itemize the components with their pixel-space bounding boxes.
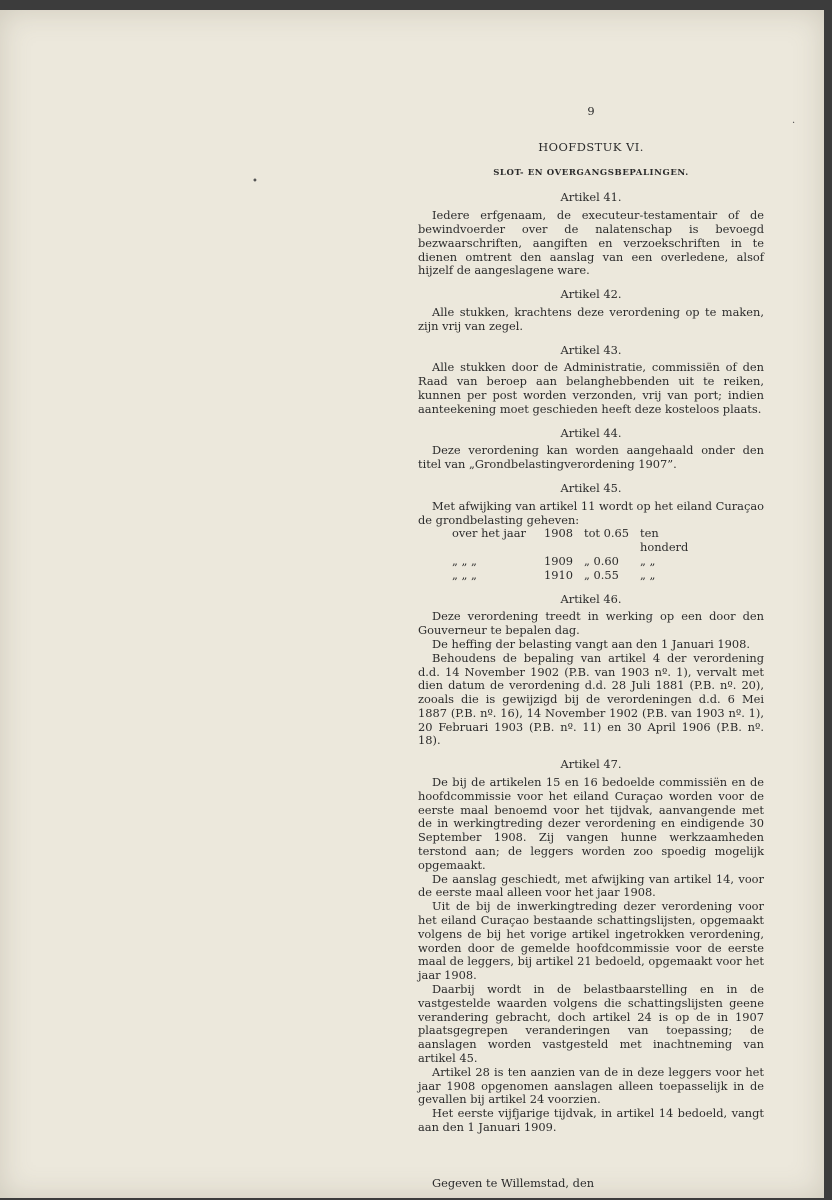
rate-label: „ „ „ (452, 567, 477, 582)
page-content (418, 105, 764, 1191)
rate-value: „ 0.55 (584, 567, 619, 582)
chapter-heading: HOOFDSTUK VI. (538, 139, 644, 154)
article-46-title: Artikel 46. (560, 591, 622, 606)
rate-table (418, 527, 764, 582)
article-44-title: Artikel 44. (560, 425, 622, 440)
rate-row (452, 527, 764, 555)
rate-label: over het jaar (452, 526, 526, 541)
paper-speck: · (792, 118, 796, 129)
paper-speck: • (252, 176, 258, 187)
article-46-paragraph: Behoudens de bepaling van artikel 4 der verordening d.d. 14 November 1902 (P.B. van 1903 nº. 1), vervalt met dien datum de verordening d.d. 28 Juli 1881 (P.B. nº. 20), zooals die is gewijzigd bij de verordeningen d.d. 6 Mei 1887 (P.B. nº. 16), 14 November 1902 (P.B. van 1903 nº. 1), 20 Februari 1903 (P.B. nº. 11) en 30 April 1906 (P.B. nº. 18). (418, 650, 764, 748)
article-45-text: Met afwijking van artikel 11 wordt op het eiland Curaçao de grondbelasting geheven: (418, 498, 764, 527)
rate-unit: „ „ (640, 567, 656, 582)
article-41-title: Artikel 41. (560, 190, 622, 205)
document-page (0, 10, 824, 1198)
article-44-text: Deze verordening kan worden aangehaald onder den titel van „Grondbelastingverordening 1907”. (418, 443, 764, 472)
article-41-text: Iedere erfgenaam, de executeur-testamentair of de bewindvoerder over de nalatenschap is bevoegd bezwaarschriften, aangiften en verzoekschriften in te dienen omtrent den aanslag van een overledene, alsof hijzelf de aangeslagene ware. (418, 208, 764, 278)
rate-year: 1908 (544, 526, 573, 541)
article-47-paragraph: De aanslag geschiedt, met afwijking van artikel 14, voor de eerste maal alleen voor het jaar 1908. (418, 871, 764, 900)
article-42-title: Artikel 42. (560, 287, 622, 302)
article-46-paragraph: Deze verordening treedt in werking op een door den Gouverneur te bepalen dag. (418, 609, 764, 638)
rate-row (452, 555, 764, 569)
rate-unit: „ „ (640, 553, 656, 568)
rate-label: „ „ „ (452, 553, 477, 568)
article-43-title: Artikel 43. (560, 342, 622, 357)
rate-value: tot 0.65 (584, 526, 629, 541)
article-47-paragraph: Uit de bij de inwerkingtreding dezer verordening voor het eiland Curaçao bestaande schattingslijsten, opgemaakt volgens de bij het vorige artikel ingetrokken verordening, worden door de gemelde hoofdcommissie voor de eerste maal de leggers, bij artikel 21 bedoeld, opgemaakt voor het jaar 1908. (418, 899, 764, 983)
article-43-text: Alle stukken door de Administratie, commissiën of den Raad van beroep aan belanghebbenden uit te reiken, kunnen per post worden verzonden, vrij van port; indien aanteekening moet geschieden heeft deze kosteloos plaats. (418, 360, 764, 416)
article-47-paragraph: Het eerste vijfjarige tijdvak, in artikel 14 bedoeld, vangt aan den 1 Januari 1909. (418, 1106, 764, 1134)
article-47-paragraph: De bij de artikelen 15 en 16 bedoelde commissiën en de hoofdcommissie voor het eiland Curaçao worden voor de eerste maal benoemd voor het tijdvak, aanvangende met de in werkingtreding dezer verordening en eindigende 30 September 1908. Zij vangen hunne werkzaamheden terstond aan; de leggers worden zoo spoedig mogelijk opgemaakt. (418, 775, 764, 872)
rate-year: 1910 (544, 567, 573, 582)
article-47-paragraph: Daarbij wordt in de belastbaarstelling en in de vastgestelde waarden volgens die schattingslijsten geene verandering gebracht, doch artikel 24 is op de in 1907 plaatsgegrepen veranderingen van toepassing; de aanslagen worden vastgesteld met inachtneming van artikel 45. (418, 982, 764, 1066)
page-number: 9 (587, 104, 595, 118)
article-45-title: Artikel 45. (560, 480, 622, 495)
rate-value: „ 0.60 (584, 553, 619, 568)
section-title: SLOT- EN OVERGANGSBEPALINGEN. (493, 167, 689, 178)
signoff-line: Gegeven te Willemstad, den (432, 1175, 595, 1190)
article-47-paragraph: Artikel 28 is ten aanzien van de in deze leggers voor het jaar 1908 opgenomen aanslagen alleen toepasselijk in de gevallen bij artikel 24 voorzien. (418, 1064, 764, 1107)
rate-unit: ten honderd (640, 526, 689, 555)
article-42-text: Alle stukken, krachtens deze verordening op te maken, zijn vrij van zegel. (418, 304, 764, 333)
rate-year: 1909 (544, 553, 573, 568)
article-47-title: Artikel 47. (560, 757, 622, 772)
rate-row (452, 569, 764, 583)
article-46-paragraph: De heffing der belasting vangt aan den 1 Januari 1908. (432, 636, 751, 651)
